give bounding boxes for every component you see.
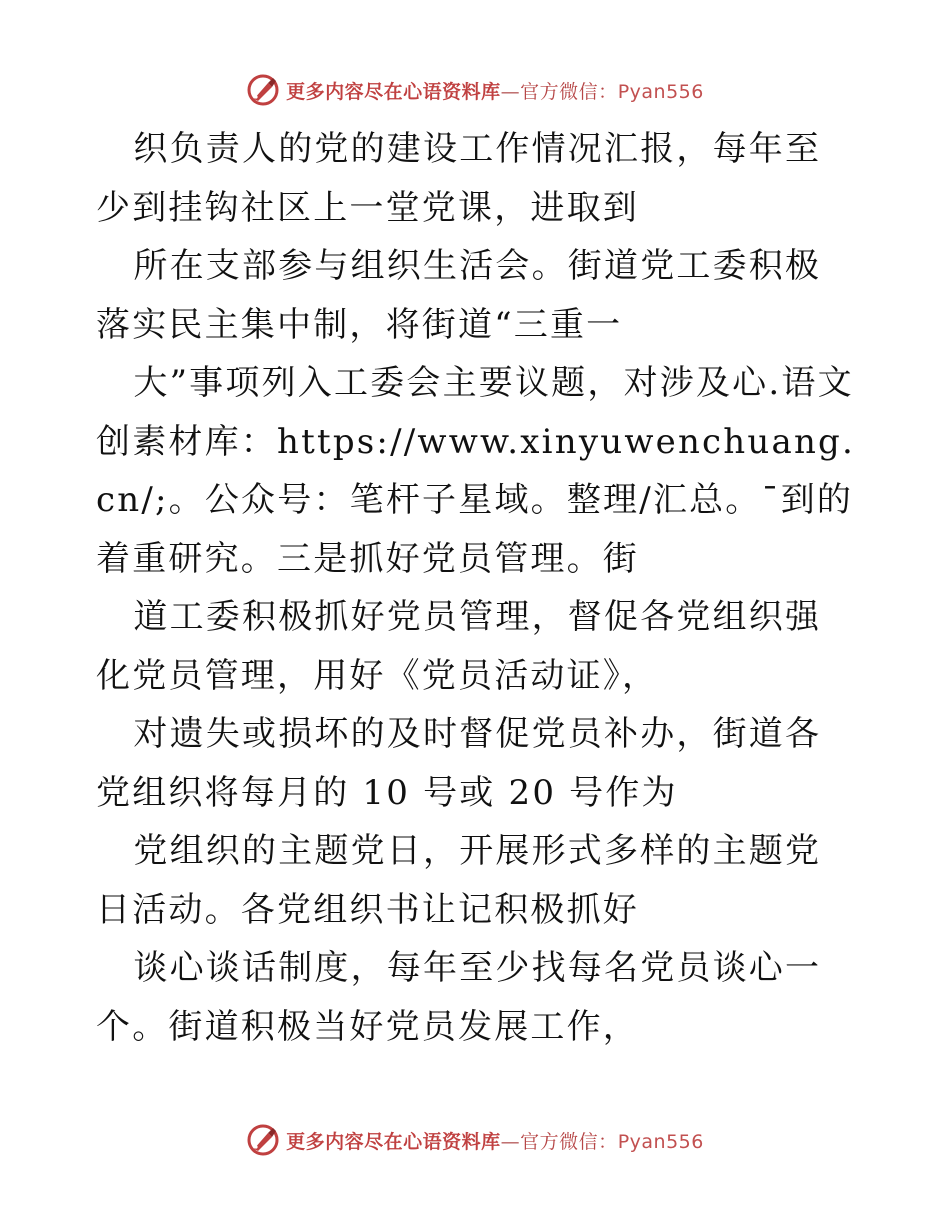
footer-account: 官方微信： [520,1130,618,1153]
paragraph-6: 党组织的主题党日，开展形式多样的主题党日活动。各党组织书让记积极抓好 [96,831,822,930]
pen-logo-icon [246,73,280,107]
header-dash: — [500,80,521,103]
header-handle: Pyan556 [617,80,704,103]
footer-banner [0,1120,950,1160]
header-lead: 更多内容尽在心语资料库 [286,80,501,103]
paragraph-3: 大”事项列入工委会主要议题，对涉及心.语文创素材库：https://www.xinyuwenchuang.cn/;。公众号：笔杆子星域。整理/汇总。¯到的着重研究。三是抓好党员管理。街 [96,363,856,579]
paragraph-2: 所在支部参与组织生活会。街道党工委积极落实民主集中制，将街道“三重一 [96,246,822,345]
paragraph-5: 对遗失或损坏的及时督促党员补办，街道各党组织将每月的 10 号或 20 号作为 [96,714,822,813]
footer-lead: 更多内容尽在心语资料库 [286,1130,501,1153]
paragraph-1: 织负责人的党的建设工作情况汇报，每年至少到挂钩社区上一堂党课，进取到 [96,129,822,228]
header-account: 官方微信： [520,80,618,103]
paragraph-7: 谈心谈话制度，每年至少找每名党员谈心一个。街道积极当好党员发展工作， [96,948,822,1047]
pen-logo-icon [246,1123,280,1157]
header-banner [0,70,950,110]
footer-dash: — [500,1130,521,1153]
paragraph-4: 道工委积极抓好党员管理，督促各党组织强化党员管理，用好《党员活动证》， [96,597,822,696]
header-text [286,77,704,104]
footer-handle: Pyan556 [617,1130,704,1153]
document-body [96,120,856,1056]
footer-text [286,1127,704,1154]
